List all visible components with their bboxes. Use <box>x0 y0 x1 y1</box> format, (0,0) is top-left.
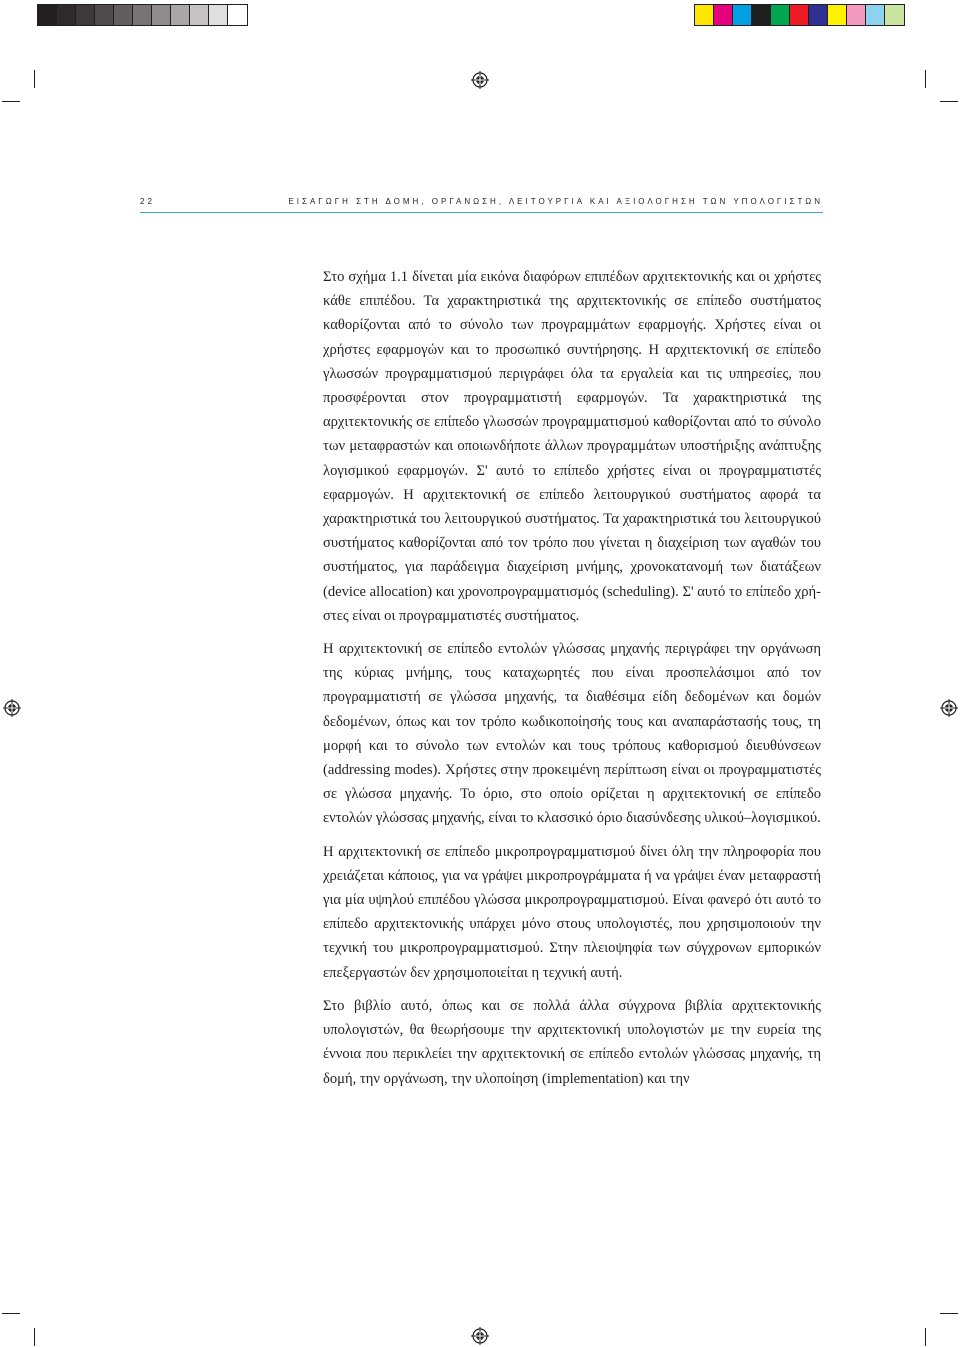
color-swatch <box>714 5 733 25</box>
crop-mark-top-right-horizontal <box>940 101 958 102</box>
color-swatch <box>114 5 133 25</box>
paragraph: Στο σχήμα 1.1 δίνεται μία εικόνα διαφόρων επιπέδων αρχιτεκτονικής και οι χρήστες κάθε επιπέδου. Τα χαρακτηριστικά της αρχιτεκτονικής σε επίπεδο συστήματος καθορίζονται από το σύνολο των προγραμμάτων εφαρμογής. Χρήστες είναι οι χρήστες εφαρμογών και το προσωπικό συντήρησης. Η αρχιτεκτονική σε επίπεδο γλωσσών προγραμματισμού περιγράφει όλα τα εργαλεία και τις υπηρεσίες, που προσφέρονται στον προγραμματιστή εφαρμογών. Τα χαρακτηριστικά της αρχιτεκτονικής σε επίπεδο γλωσσών προγραμματισμού καθορίζονται από το σύνολο των μεταφραστών και οποιωνδήποτε άλλων προγραμμάτων υποστήριξης ανάπτυξης λογισμικού εφαρμογών. Σ' αυτό το επίπεδο χρήστες είναι οι προγραμματιστές εφαρμογών. Η αρχιτεκτονική σε επίπεδο λειτουργικού συστήματος αφορά τα χαρακτηριστικά του λειτουργικού συστήματος. Τα χαρακτηριστικά του λειτουργικού συστήματος καθορίζονται από τον τρόπο που γίνεται η διαχείριση των αγαθών του συστήματος, για παράδειγμα διαχείριση μνήμης, χρονοκατανομή των διατάξεων (device allocation) και χρονοπρογραμματισμός (scheduling). Σ' αυτό το επίπεδο χρήστες είναι οι προγραμματιστές συστήματος. <box>323 269 821 624</box>
color-swatch <box>133 5 152 25</box>
crop-mark-top-left <box>34 70 35 88</box>
color-swatch <box>228 5 247 25</box>
color-swatch <box>190 5 209 25</box>
paragraph: Στο βιβλίο αυτό, όπως και σε πολλά άλλα σύγχρονα βιβλία αρχιτεκτονικής υπολογιστών, θα θεωρήσουμε την αρχιτεκτονική υπολογιστών με την ευρεία της έννοια που περικλείει την αρχιτεκτονική σε επίπεδο εντολών γλώσσας μηχανής, τη δομή, την οργάνωση, την υλοποίηση (implementation) και την <box>323 997 821 1087</box>
color-swatch <box>57 5 76 25</box>
crop-mark-bottom-left-horizontal <box>2 1313 20 1314</box>
running-head <box>140 196 823 213</box>
color-swatch <box>790 5 809 25</box>
crop-mark-bottom-right <box>925 1328 926 1346</box>
body-text <box>323 265 821 1100</box>
color-swatch <box>752 5 771 25</box>
color-swatch <box>771 5 790 25</box>
color-swatch <box>885 5 904 25</box>
color-swatch <box>695 5 714 25</box>
page-number: 22 <box>140 197 155 206</box>
color-swatch <box>866 5 885 25</box>
crop-mark-bottom-left <box>34 1328 35 1346</box>
registration-mark-icon <box>3 699 21 717</box>
crop-mark-bottom-right-horizontal <box>940 1313 958 1314</box>
color-swatch <box>828 5 847 25</box>
registration-mark-icon <box>940 699 958 717</box>
color-swatch <box>809 5 828 25</box>
color-swatch <box>38 5 57 25</box>
registration-mark-icon <box>471 71 489 89</box>
paragraph: Η αρχιτεκτονική σε επίπεδο μικροπρογραμματισμού δίνει όλη την πληροφορία που χρειάζεται κάποιος, για να γράψει μικροπρογράμματα ή να γράψει έναν μεταφραστή για μία υψηλού επιπέδου γλώσσα μικροπρογραμματισμού. Είναι φανερό ότι αυτό το επίπεδο αρχιτεκτονικής υπάρχει μόνο στους υπολογιστές, που χρησιμοποιούν την τεχνική του μικροπρογραμματισμού. Στην πλειοψηφία των σύγχρονων εμπορικών επεξεργαστών δεν χρησιμοποιείται η τεχνική αυτή. <box>323 843 821 981</box>
color-swatch <box>152 5 171 25</box>
color-swatch <box>733 5 752 25</box>
grayscale-control-strip <box>37 4 248 26</box>
color-swatch <box>95 5 114 25</box>
registration-mark-icon <box>471 1327 489 1345</box>
crop-mark-top-right <box>925 70 926 88</box>
color-swatch <box>171 5 190 25</box>
color-swatch <box>209 5 228 25</box>
crop-mark-top-left-horizontal <box>2 101 20 102</box>
color-swatch <box>76 5 95 25</box>
color-control-strip <box>694 4 905 26</box>
color-swatch <box>847 5 866 25</box>
running-title: ΕΙΣΑΓΩΓΗ ΣΤΗ ΔΟΜΗ, ΟΡΓΑΝΩΣΗ, ΛΕΙΤΟΥΡΓΙΑ ΚΑΙ ΑΞΙΟΛΟΓΗΣΗ ΤΩΝ ΥΠΟΛΟΓΙΣΤΩΝ <box>288 197 823 206</box>
paragraph: Η αρχιτεκτονική σε επίπεδο εντολών γλώσσας μηχανής περιγράφει την οργάνωση της κύριας μνήμης, τους καταχωρητές που είναι προσπελάσιμοι από τον προγραμματιστή σε γλώσσα μηχανής, τα διαθέσιμα είδη δεδομένων και δομών δεδομένων, όπως και τον τρόπο κωδικοποίησής τους και αναπαράστασής τους, τη μορφή και το σύνολο των εντολών και τους τρόπους καθορισμού διευθύνσεων (addressing modes). Χρήστες στην προκειμένη περίπτωση είναι οι προγραμματιστές σε γλώσσα μηχανής. Το όριο, στο οποίο ορίζεται η αρχιτεκτονική σε επίπεδο εντολών γλώσσας μηχανής, είναι το κλασσικό όριο διασύνδεσης υλικού–λογισμικού. <box>323 641 821 827</box>
